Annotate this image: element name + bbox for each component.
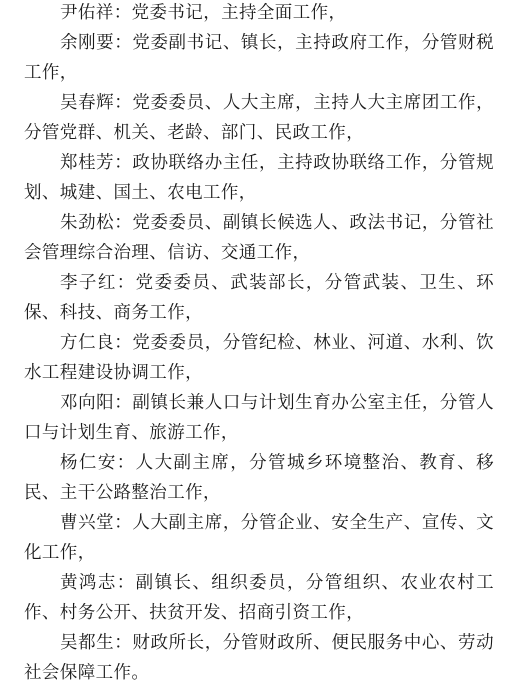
duty-entry: 尹佑祥：党委书记，主持全面工作，	[60, 3, 347, 23]
duty-entry: 邓向阳：副镇长兼人口与计划生育办公室主任，分管人口与计划生育、旅游工作，	[24, 393, 494, 443]
duty-entry: 杨仁安：人大副主席，分管城乡环境整治、教育、移民、主干公路整治工作，	[24, 453, 494, 503]
duty-entry: 吴春辉：党委委员、人大主席，主持人大主席团工作，分管党群、机关、老龄、部门、民政工作，	[24, 93, 494, 143]
duty-entry: 吴都生：财政所长，分管财政所、便民服务中心、劳动社会保障工作。	[24, 633, 494, 683]
duty-entry: 余刚要：党委副书记、镇长，主持政府工作，分管财税工作，	[24, 33, 494, 83]
duty-entry: 方仁良：党委委员，分管纪检、林业、河道、水利、饮水工程建设协调工作，	[24, 333, 494, 383]
duty-entry: 朱劲松：党委委员、副镇长候选人、政法书记，分管社会管理综合治理、信访、交通工作，	[24, 213, 494, 263]
duty-entry: 郑桂芳：政协联络办主任，主持政协联络工作，分管规划、城建、国土、农电工作，	[24, 153, 494, 203]
duty-entry: 曹兴堂：人大副主席，分管企业、安全生产、宣传、文化工作，	[24, 513, 494, 563]
duty-entry: 李子红：党委委员、武装部长，分管武装、卫生、环保、科技、商务工作，	[24, 273, 494, 323]
staff-duty-list	[24, 0, 494, 688]
duty-entry: 黄鸿志：副镇长、组织委员，分管组织、农业农村工作、村务公开、扶贫开发、招商引资工作，	[24, 573, 494, 623]
